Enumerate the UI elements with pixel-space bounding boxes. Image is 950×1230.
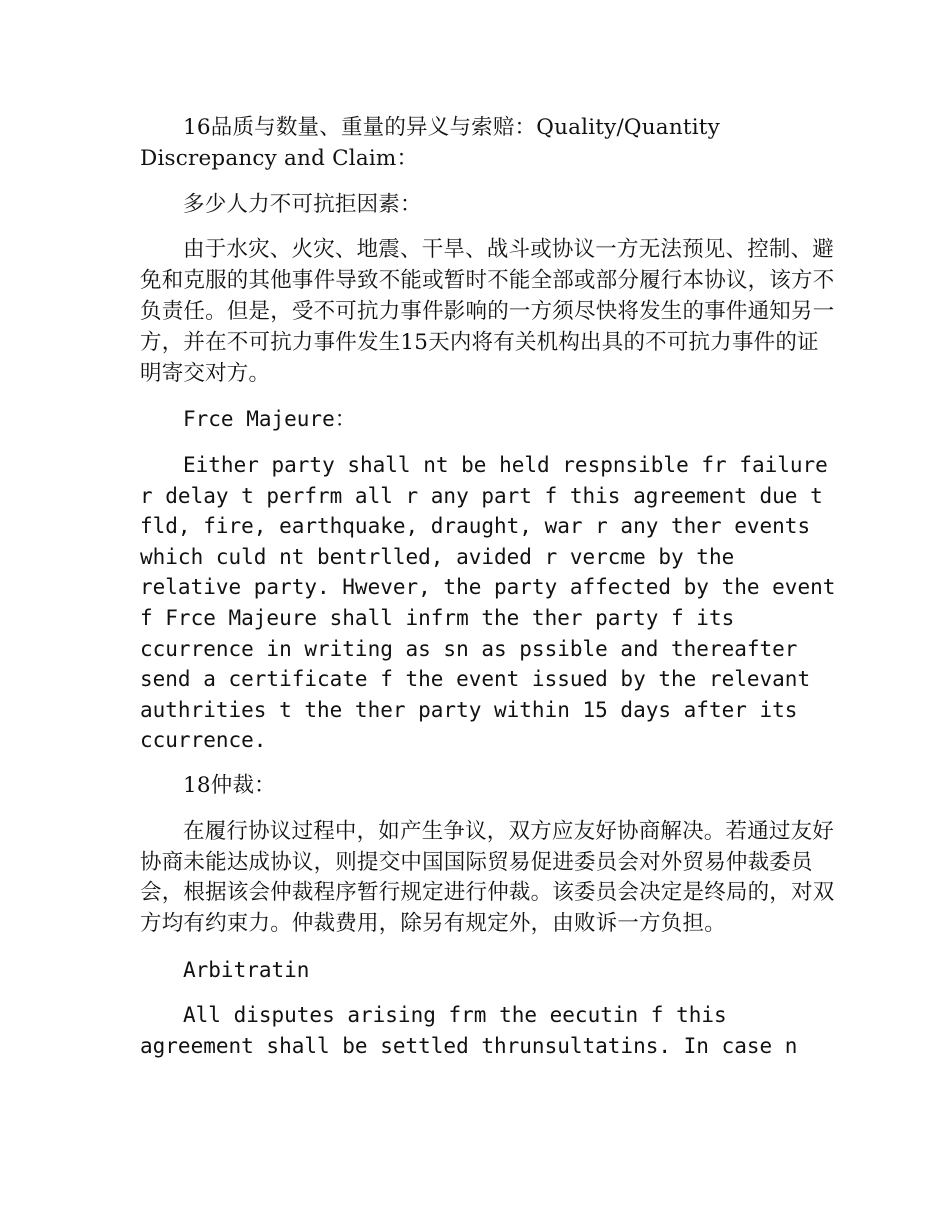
document-page [140,113,840,1077]
arbitration-heading-en: Arbitratin [183,957,310,982]
force-majeure-body-cn: 由于水灾、火灾、地震、干旱、战斗或协议一方无法预见、控制、避免和克服的其他事件导致不能或暂时不能全部或部分履行本协议，该方不负责任。但是，受不可抗力事件影响的一方须尽快将发生的事件通知另一方，并在不可抗力事件发生15天内将有关机构出具的不可抗力事件的证明寄交对方。 [140,237,835,386]
force-majeure-heading-cn: 多少人力不可抗拒因素： [183,191,422,217]
arbitration-body-en: All disputes arising frm the eecutin f this agreement shall be settled thrunsultatins. In case n [140,1003,798,1059]
force-majeure-heading-en: Frce Majeure： [183,407,356,432]
quality-claim-heading: 16品质与数量、重量的异义与索赔：Quality/Quantity Discrepancy and Claim： [140,115,720,171]
arbitration-body-cn: 在履行协议过程中，如产生争议，双方应友好协商解决。若通过友好协商未能达成协议，则提交中国国际贸易促进委员会对外贸易仲裁委员会，根据该会仲裁程序暂行规定进行仲裁。该委员会决定是终局的，对双方均有约束力。仲裁费用，除另有规定外，由败诉一方负担。 [140,818,835,937]
force-majeure-body-en: Either party shall nt be held respnsible fr failure r delay t perfrm all r any part f this agreement due t fld, fire, earthquake, draught, war r any ther events which culd nt bentrlled, avided r vercme by the relative party. Hwever, the party affected by the event f Frce Majeure shall infrm the ther party f its ccurrence in writing as sn as pssible and thereafter send a certificate f the event issued by the relevant authrities t the ther party within 15 days after its ccurrence. [140,452,836,753]
arbitration-heading-cn: 18仲裁： [183,772,276,798]
